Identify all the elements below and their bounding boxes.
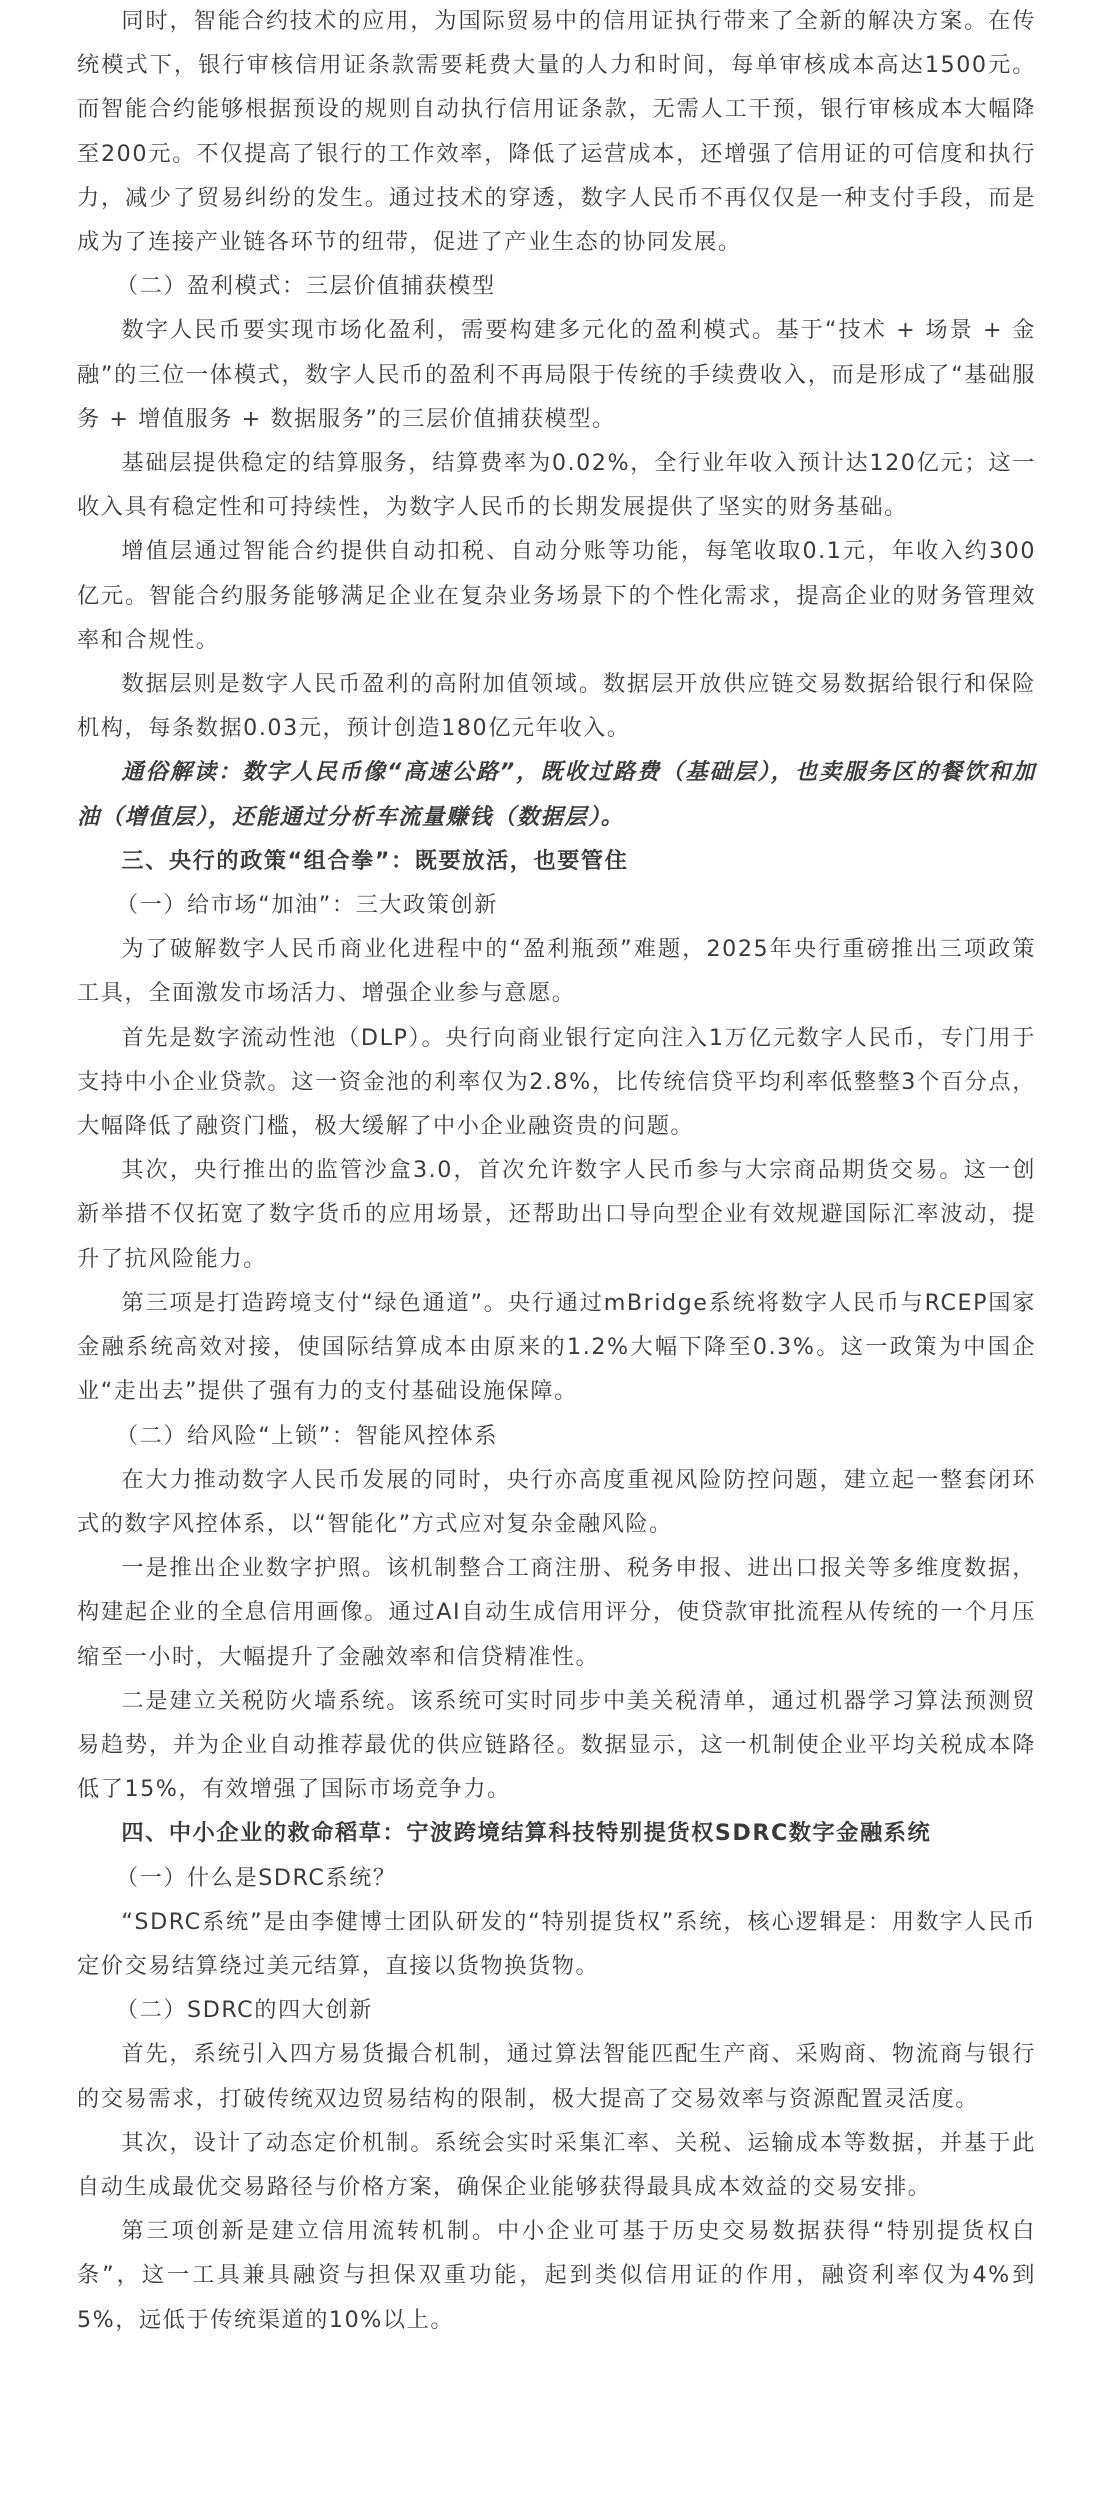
paragraph-dynamic-pricing: 其次，设计了动态定价机制。系统会实时采集汇率、关税、运输成本等数据，并基于此自动生成最优交易路径与价格方案，确保企业能够获得最具成本效益的交易安排。 (77, 2129, 1036, 2200)
paragraph-base-layer: 基础层提供稳定的结算服务，结算费率为0.02%，全行业年收入预计达120亿元；这一收入具有稳定性和可持续性，为数字人民币的长期发展提供了坚实的财务基础。 (77, 450, 1036, 521)
subheading-what-is-sdrc: （一）什么是SDRC系统？ (115, 1864, 397, 1891)
paragraph-sandbox: 其次，央行推出的监管沙盒3.0，首次允许数字人民币参与大宗商品期货交易。这一创新举措不仅拓宽了数字货币的应用场景，还帮助出口导向型企业有效规避国际汇率波动，提升了抗风险能力。 (77, 1157, 1036, 1272)
paragraph-dlp: 首先是数字流动性池（DLP）。央行向商业银行定向注入1万亿元数字人民币，专门用于支持中小企业贷款。这一资金池的利率仅为2.8%，比传统信贷平均利率低整整3个百分点，大幅降低了融资门槛，极大缓解了中小企业融资贵的问题。 (77, 1024, 1036, 1140)
paragraph-green-channel: 第三项是打造跨境支付“绿色通道”。央行通过mBridge系统将数字人民币与RCEP国家金融系统高效对接，使国际结算成本由原来的1.2%大幅下降至0.3%。这一政策为中国企业“走出去”提供了强有力的支付基础设施保障。 (77, 1289, 1036, 1405)
subheading-sdrc-innovations: （二）SDRC的四大创新 (115, 1997, 373, 2024)
paragraph-value-added-layer: 增值层通过智能合约提供自动扣税、自动分账等功能，每笔收取0.1元，年收入约300亿元。智能合约服务能够满足企业在复杂业务场景下的个性化需求，提高企业的财务管理效率和合规性。 (77, 538, 1036, 653)
section-heading-sdrc: 四、中小企业的救命稻草：宁波跨境结算科技特别提货权SDRC数字金融系统 (121, 1820, 932, 1847)
section-heading-policy: 三、央行的政策“组合拳”：既要放活，也要管住 (121, 847, 629, 874)
paragraph-policy-intro: 为了破解数字人民币商业化进程中的“盈利瓶颈”难题，2025年央行重磅推出三项政策工具，全面激发市场活力、增强企业参与意愿。 (77, 936, 1036, 1007)
paragraph-risk-intro: 在大力推动数字人民币发展的同时，央行亦高度重视风险防控问题，建立起一整套闭环式的数字风控体系，以“智能化”方式应对复杂金融风险。 (77, 1466, 1036, 1537)
plain-explanation: 通俗解读：数字人民币像“高速公路”，既收过路费（基础层），也卖服务区的餐饮和加油（增值层），还能通过分析车流量赚钱（数据层）。 (77, 759, 1036, 830)
subheading-risk-control: （二）给风险“上锁”：智能风控体系 (115, 1422, 498, 1449)
paragraph-profit-model: 数字人民币要实现市场化盈利，需要构建多元化的盈利模式。基于“技术 + 场景 + 金融”的三位一体模式，数字人民币的盈利不再局限于传统的手续费收入，而是形成了“基础服务 + 增值服务 + 数据服务”的三层价值捕获模型。 (77, 317, 1036, 432)
paragraph-sdrc-definition: “SDRC系统”是由李健博士团队研发的“特别提货权”系统，核心逻辑是：用数字人民币定价交易结算绕过美元结算，直接以货物换货物。 (77, 1908, 1036, 1979)
subheading-market-boost: （一）给市场“加油”：三大政策创新 (115, 892, 498, 919)
article-body (77, 0, 1036, 2342)
paragraph-barter-matching: 首先，系统引入四方易货撮合机制，通过算法智能匹配生产商、采购商、物流商与银行的交易需求，打破传统双边贸易结构的限制，极大提高了交易效率与资源配置灵活度。 (77, 2041, 1036, 2112)
paragraph-digital-passport: 一是推出企业数字护照。该机制整合工商注册、税务申报、进出口报关等多维度数据，构建起企业的全息信用画像。通过AI自动生成信用评分，使贷款审批流程从传统的一个月压缩至一小时，大幅提升了金融效率和信贷精准性。 (77, 1555, 1036, 1670)
paragraph-data-layer: 数据层则是数字人民币盈利的高附加值领域。数据层开放供应链交易数据给银行和保险机构，每条数据0.03元，预计创造180亿元年收入。 (77, 671, 1036, 742)
paragraph-credit-flow: 第三项创新是建立信用流转机制。中小企业可基于历史交易数据获得“特别提货权白条”，这一工具兼具融资与担保双重功能，起到类似信用证的作用，融资利率仅为4%到5%，远低于传统渠道的10%以上。 (77, 2218, 1036, 2333)
paragraph-tariff-firewall: 二是建立关税防火墙系统。该系统可实时同步中美关税清单，通过机器学习算法预测贸易趋势，并为企业自动推荐最优的供应链路径。数据显示，这一机制使企业平均关税成本降低了15%，有效增强了国际市场竞争力。 (77, 1687, 1036, 1803)
subheading-profit-model: （二）盈利模式：三层价值捕获模型 (115, 273, 496, 300)
paragraph-smart-contract: 同时，智能合约技术的应用，为国际贸易中的信用证执行带来了全新的解决方案。在传统模式下，银行审核信用证条款需要耗费大量的人力和时间，每单审核成本高达1500元。而智能合约能够根据预设的规则自动执行信用证条款，无需人工干预，银行审核成本大幅降至200元。不仅提高了银行的工作效率，降低了运营成本，还增强了信用证的可信度和执行力，减少了贸易纠纷的发生。通过技术的穿透，数字人民币不再仅仅是一种支付手段，而是成为了连接产业链各环节的纽带，促进了产业生态的协同发展。 (77, 8, 1036, 256)
